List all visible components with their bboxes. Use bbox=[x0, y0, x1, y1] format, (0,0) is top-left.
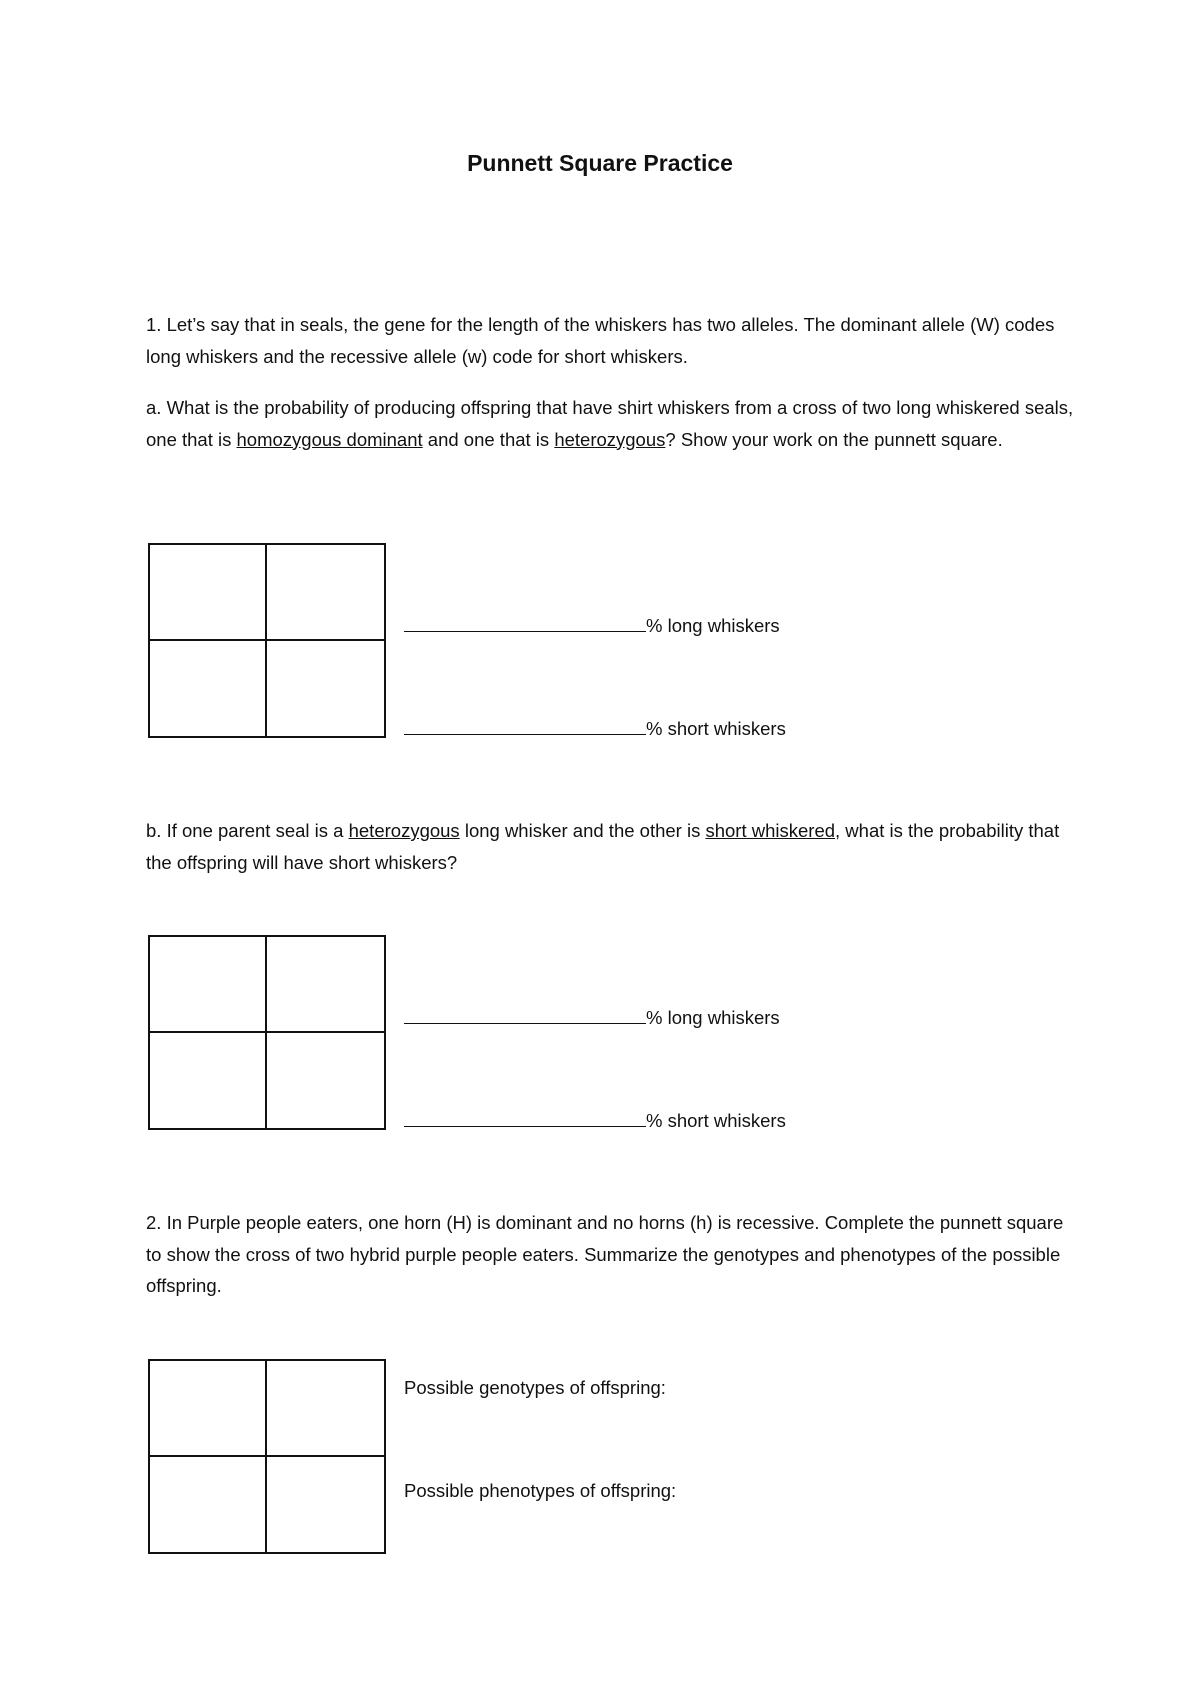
answer-label: % long whiskers bbox=[646, 615, 780, 636]
answer-blank[interactable] bbox=[404, 1005, 646, 1024]
punnett-cell[interactable] bbox=[150, 937, 267, 1033]
underlined-term: short whiskered bbox=[705, 820, 836, 841]
punnett-cell[interactable] bbox=[267, 545, 384, 641]
question-1b-text bbox=[146, 815, 1076, 878]
page-title: Punnett Square Practice bbox=[467, 150, 733, 176]
underlined-term: homozygous dominant bbox=[236, 428, 423, 450]
punnett-square-2[interactable] bbox=[148, 1359, 386, 1554]
punnett-cell[interactable] bbox=[150, 545, 267, 641]
answer-1a-short bbox=[404, 716, 786, 741]
answer-label: % long whiskers bbox=[646, 1007, 780, 1028]
punnett-cell[interactable] bbox=[150, 1361, 267, 1457]
punnett-cell[interactable] bbox=[150, 1457, 267, 1553]
punnett-square-1a[interactable] bbox=[148, 543, 386, 738]
punnett-cell[interactable] bbox=[267, 1361, 384, 1457]
answer-blank[interactable] bbox=[404, 716, 646, 735]
punnett-cell[interactable] bbox=[267, 641, 384, 737]
question-1b-text-part: , what is the probability that the offspring will have short whiskers? bbox=[146, 820, 1060, 873]
phenotypes-label: Possible phenotypes of offspring: bbox=[404, 1480, 677, 1501]
question-1a-text bbox=[146, 392, 1076, 455]
question-1a-text-part: ? Show your work on the punnett square. bbox=[665, 428, 1003, 450]
answer-blank[interactable] bbox=[404, 613, 646, 632]
question-1a-text-part: and one that is bbox=[422, 428, 555, 450]
answer-blank[interactable] bbox=[404, 1108, 646, 1127]
genotypes-label: Possible genotypes of offspring: bbox=[404, 1377, 666, 1398]
underlined-term: heterozygous bbox=[554, 428, 666, 450]
answer-1b-long bbox=[404, 1005, 780, 1030]
punnett-cell[interactable] bbox=[150, 1033, 267, 1129]
punnett-square-1b[interactable] bbox=[148, 935, 386, 1130]
question-1a-text-part: a. What is the probability of producing offspring that have shirt whiskers from a cross of two long whiskered seals, one that is bbox=[146, 397, 1074, 450]
punnett-cell[interactable] bbox=[150, 641, 267, 737]
punnett-cell[interactable] bbox=[267, 1033, 384, 1129]
question-2-text: 2. In Purple people eaters, one horn (H) is dominant and no horns (h) is recessive. Complete the punnett square to show the cross of two hybrid purple people eaters. Summarize the genotypes and phenotypes of the possible offspring. bbox=[146, 1212, 1064, 1296]
answer-1a-long bbox=[404, 613, 780, 638]
punnett-cell[interactable] bbox=[267, 1457, 384, 1553]
question-1b-text-part: b. If one parent seal is a bbox=[146, 820, 349, 841]
underlined-term: heterozygous bbox=[348, 820, 460, 841]
question-1b-text-part: long whisker and the other is bbox=[459, 820, 706, 841]
punnett-cell[interactable] bbox=[267, 937, 384, 1033]
answer-label: % short whiskers bbox=[646, 1110, 786, 1131]
answer-label: % short whiskers bbox=[646, 718, 786, 739]
question-1-intro: 1. Let’s say that in seals, the gene for the length of the whiskers has two alleles. The dominant allele (W) codes long whiskers and the recessive allele (w) code for short whiskers. bbox=[146, 314, 1055, 367]
answer-1b-short bbox=[404, 1108, 786, 1133]
